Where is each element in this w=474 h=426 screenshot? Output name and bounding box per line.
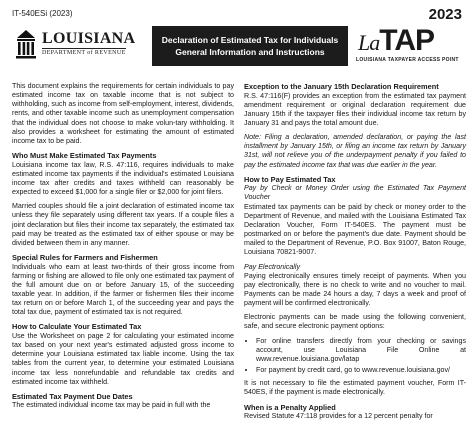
section-heading-due-dates: Estimated Tax Payment Due Dates	[12, 391, 133, 401]
pay-by-check-paragraph: Estimated tax payments can be paid by check or money order to the Department of Revenue, and mailed with the Louisiana Estimated Tax Declaration Voucher, Form IT-540ES. The payment must be postmarked on or before the payment's due date. Payment should be mailed to the Department of Revenue, P.O. Box 91007, Baton Rouge, Louisiana 70821-9007.	[244, 202, 466, 257]
title-line-2: General Information and Instructions	[175, 47, 325, 57]
list-item: • For online transfers directly from your checking or savings account, use Louisiana File Online at www.revenue.louisiana.gov/latap	[256, 337, 466, 364]
latap-wordmark	[358, 24, 434, 58]
form-title-banner	[152, 26, 348, 66]
tax-year: 2023	[428, 6, 462, 23]
who-paragraph-1: Louisiana income tax law, R.S. 47:116, requires individuals to make estimated income tax payments if the individual's estimated Louisiana income tax after credits and taxes withheld can reasonably be expected to exceed $1,000 for a single filer or $2,000 for joint filers.	[12, 160, 234, 197]
voucher-not-necessary-paragraph: It is not necessary to file the estimated payment voucher, Form IT-540ES, if the payment is made electronically.	[244, 379, 466, 397]
latap-word: TAP	[379, 24, 435, 57]
logo-department: DEPARTMENT of REVENUE	[42, 50, 126, 56]
exception-note: Note: Filing a declaration, amended declaration, or paying the last installment by January 15th, or filing an income tax return by January 31st, will not relieve you of the underpayment penalty if you failed to pay the estimated income tax that was due earlier in the year.	[244, 133, 466, 169]
latap-logo	[354, 26, 462, 66]
pay-by-check-subheading: Pay by Check or Money Order using the Estimated Tax Payment Voucher	[244, 184, 466, 202]
form-id: IT-540ESi (2023)	[12, 9, 73, 18]
payment-options-list	[244, 337, 466, 376]
list-item: • For payment by credit card, go to www.revenue.louisiana.gov/	[256, 366, 466, 375]
logo-name: LOUISIANA	[42, 30, 136, 47]
ldr-logo	[12, 26, 142, 66]
intro-paragraph: This document explains the requirements for certain individuals to pay estimated income tax on taxable income that is not subject to withholding, such as income from self-employment, interest, dividends, rents, and other taxable income such as unemployment compensation that the individual does not choose to make volun-tary withholding. It also provides a worksheet for estimating the amount of estimated income tax to be paid.	[12, 82, 234, 145]
capitol-building-icon	[14, 29, 38, 61]
section-heading-farmers: Special Rules for Farmers and Fishermen	[12, 253, 158, 262]
left-column	[12, 82, 234, 416]
who-paragraph-2: Married couples should file a joint declaration of estimated income tax unless they file separately using different tax years. If a couple files a joint declaration but files their income tax separately, the estimated tax paid may be treated as the estimated tax of either spouse or may be divided between them in any manner.	[12, 202, 234, 247]
calculate-paragraph: Use the Worksheet on page 2 for calculating your estimated income tax based on your next year's estimated adjusted gross income to determine your Louisiana estimated tax liable income. Using the tax tables from the current year, to determine your estimated Louisiana income tax less nonrefundable and refundable tax credits and estimated income tax withheld.	[12, 331, 234, 386]
pay-electronically-paragraph: Paying electronically ensures timely receipt of payments. When you pay electronically, there is no check to write and no voucher to mail. Payments can be made 24 hours a day, 7 days a week and proof of payment will be confirmed electronically.	[244, 271, 466, 308]
document-header	[12, 26, 462, 66]
penalty-paragraph: Revised Statute 47:118 provides for a 12 percent penalty for	[244, 412, 433, 421]
latap-prefix: La	[358, 30, 380, 55]
latap-tagline: LOUISIANA TAXPAYER ACCESS POINT	[356, 57, 459, 63]
payment-options-paragraph: Electronic payments can be made using the following convenient, safe, and secure electronic payment options:	[244, 313, 466, 331]
section-heading-how-to-pay: How to Pay Estimated Tax	[244, 174, 336, 184]
section-heading-penalty: When is a Penalty Applied	[244, 402, 336, 412]
exception-paragraph: R.S. 47:116(F) provides an exception from the estimated tax payment amendment requirement or original declaration requirement due January 15th if the taxpayer files their individual income tax return by January 31 and pays the total amount due.	[244, 91, 466, 127]
title-line-1: Declaration of Estimated Tax for Individuals	[161, 35, 339, 45]
pay-electronically-subheading: Pay Electronically	[244, 262, 300, 271]
section-heading-who: Who Must Make Estimated Tax Payments	[12, 151, 157, 161]
right-column	[244, 82, 466, 426]
section-heading-exception: Exception to the January 15th Declaration Requirement	[244, 82, 439, 91]
section-heading-calculate: How to Calculate Your Estimated Tax	[12, 322, 142, 332]
farmers-paragraph: Individuals who earn at least two-thirds of their gross income from farming or fishing are allowed to file only one estimated tax payment of the full amount due on or before January 15, of the succeeding taxable year. In addition, if the farmer or fishermen files their income tax return on or before March 1, of the succeeding year and pays the total tax due, payment of estimated tax is not required.	[12, 262, 234, 317]
due-dates-paragraph: The estimated individual income tax may be paid in full with the	[12, 401, 211, 410]
